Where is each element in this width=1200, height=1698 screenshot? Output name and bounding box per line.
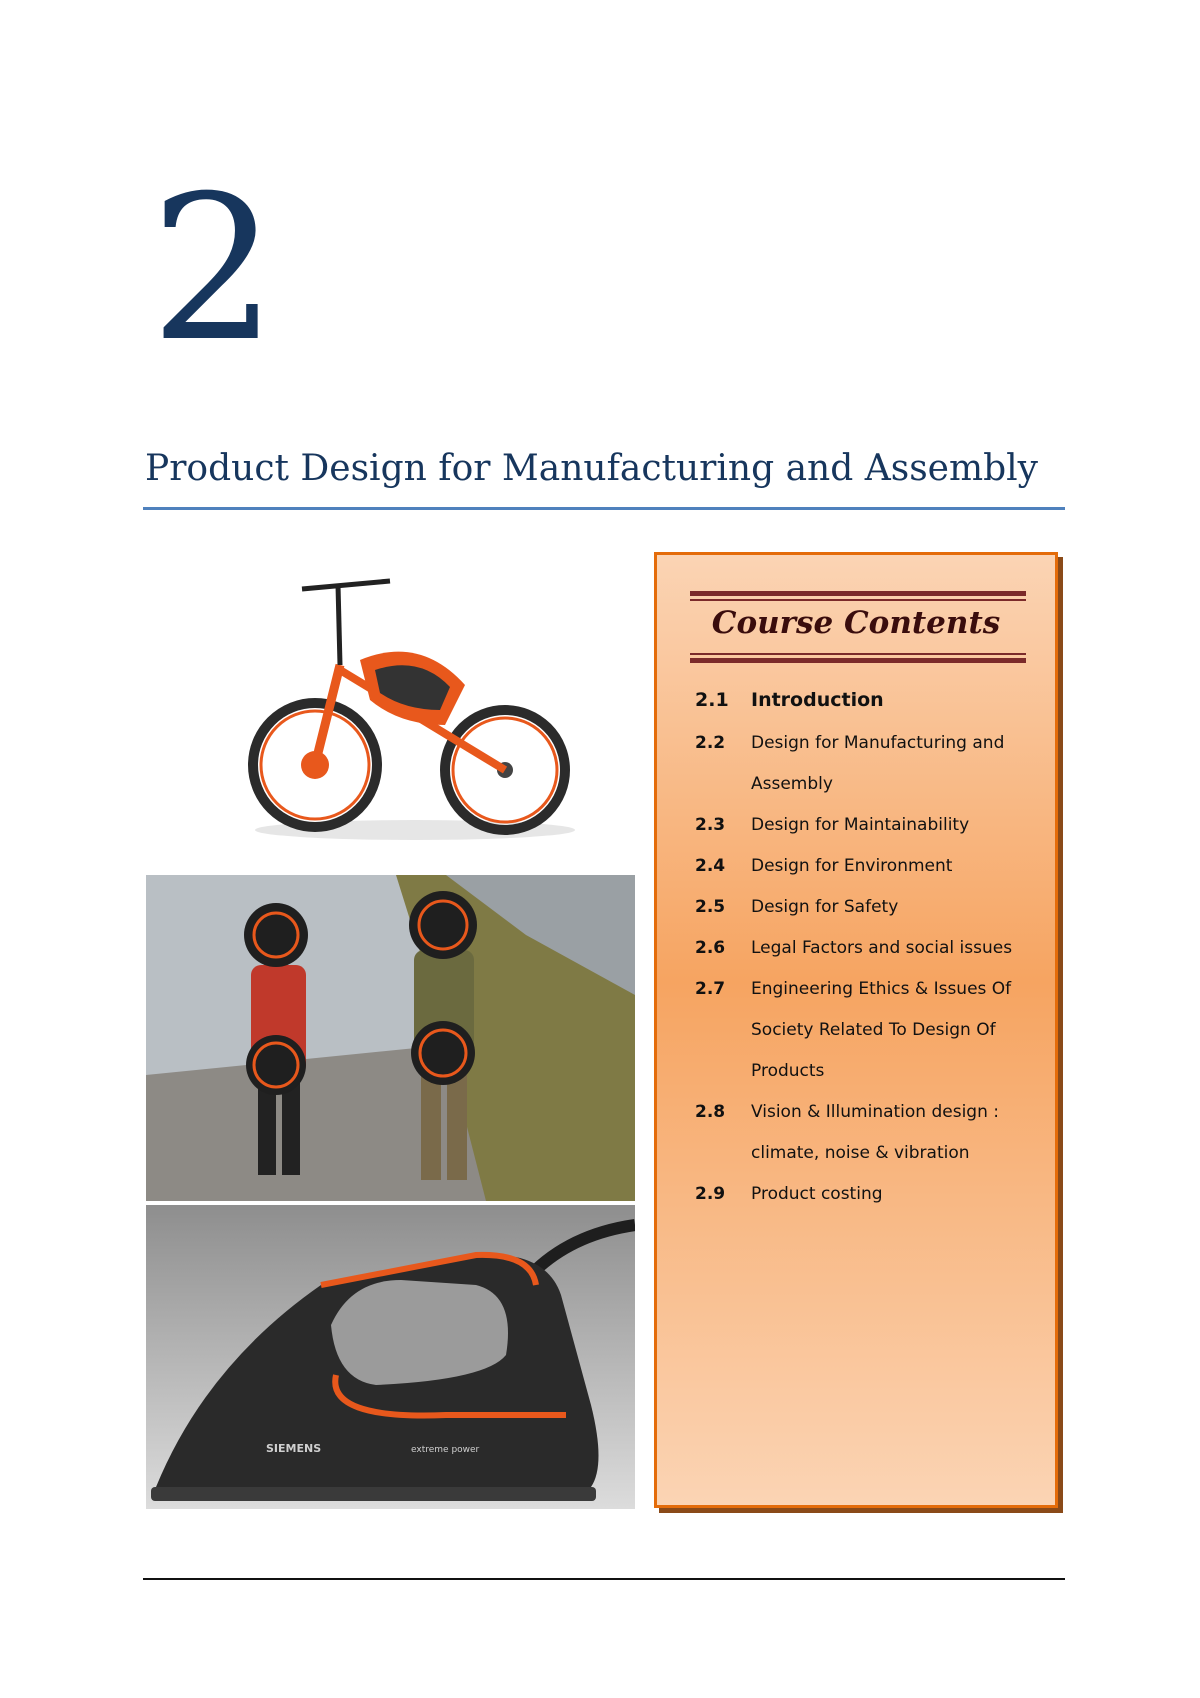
course-contents-box	[654, 552, 1058, 1508]
hikers-carrying-bike-photo	[146, 875, 635, 1201]
item-text: Engineering Ethics & Issues Of Society Related To Design Of Products	[751, 979, 1012, 1081]
item-number: 2.8	[695, 1102, 726, 1122]
item-text: Design for Safety	[751, 897, 899, 917]
item-number: 2.1	[695, 689, 729, 711]
heading-bar-bottom-thin	[690, 653, 1026, 655]
heading-bar-top-thin	[690, 599, 1026, 601]
item-text: Introduction	[751, 689, 884, 711]
item-text: Design for Maintainability	[751, 815, 970, 835]
item-number: 2.2	[695, 733, 726, 753]
list-item	[695, 723, 1035, 805]
item-text: Product costing	[751, 1184, 883, 1204]
item-text: Design for Manufacturing and Assembly	[751, 733, 1005, 794]
chapter-number: 2	[150, 153, 278, 386]
list-item	[695, 928, 1035, 969]
iron-tagline-text: extreme power	[411, 1445, 480, 1455]
item-number: 2.3	[695, 815, 726, 835]
bottom-rule	[143, 1578, 1065, 1580]
item-number: 2.7	[695, 979, 726, 999]
steam-iron-photo	[146, 1205, 635, 1509]
item-number: 2.5	[695, 897, 726, 917]
title-rule	[143, 507, 1065, 510]
item-text: Design for Environment	[751, 856, 953, 876]
folding-bicycle-photo	[240, 575, 585, 845]
list-item	[695, 1092, 1035, 1174]
course-contents-heading: Course Contents	[711, 605, 1001, 641]
item-number: 2.4	[695, 856, 726, 876]
contents-list	[695, 680, 1035, 1215]
list-item	[695, 969, 1035, 1092]
list-item	[695, 805, 1035, 846]
list-item	[695, 887, 1035, 928]
item-text: Vision & Illumination design : climate, noise & vibration	[751, 1102, 1000, 1163]
heading-bar-top	[690, 591, 1026, 596]
list-item	[695, 1174, 1035, 1215]
item-number: 2.6	[695, 938, 726, 958]
chapter-title: Product Design for Manufacturing and Assembly	[145, 448, 1039, 489]
heading-bar-bottom	[690, 658, 1026, 663]
list-item	[695, 846, 1035, 887]
list-item	[695, 680, 1035, 721]
item-text: Legal Factors and social issues	[751, 938, 1013, 958]
iron-brand-text: SIEMENS	[266, 1442, 322, 1455]
item-number: 2.9	[695, 1184, 726, 1204]
